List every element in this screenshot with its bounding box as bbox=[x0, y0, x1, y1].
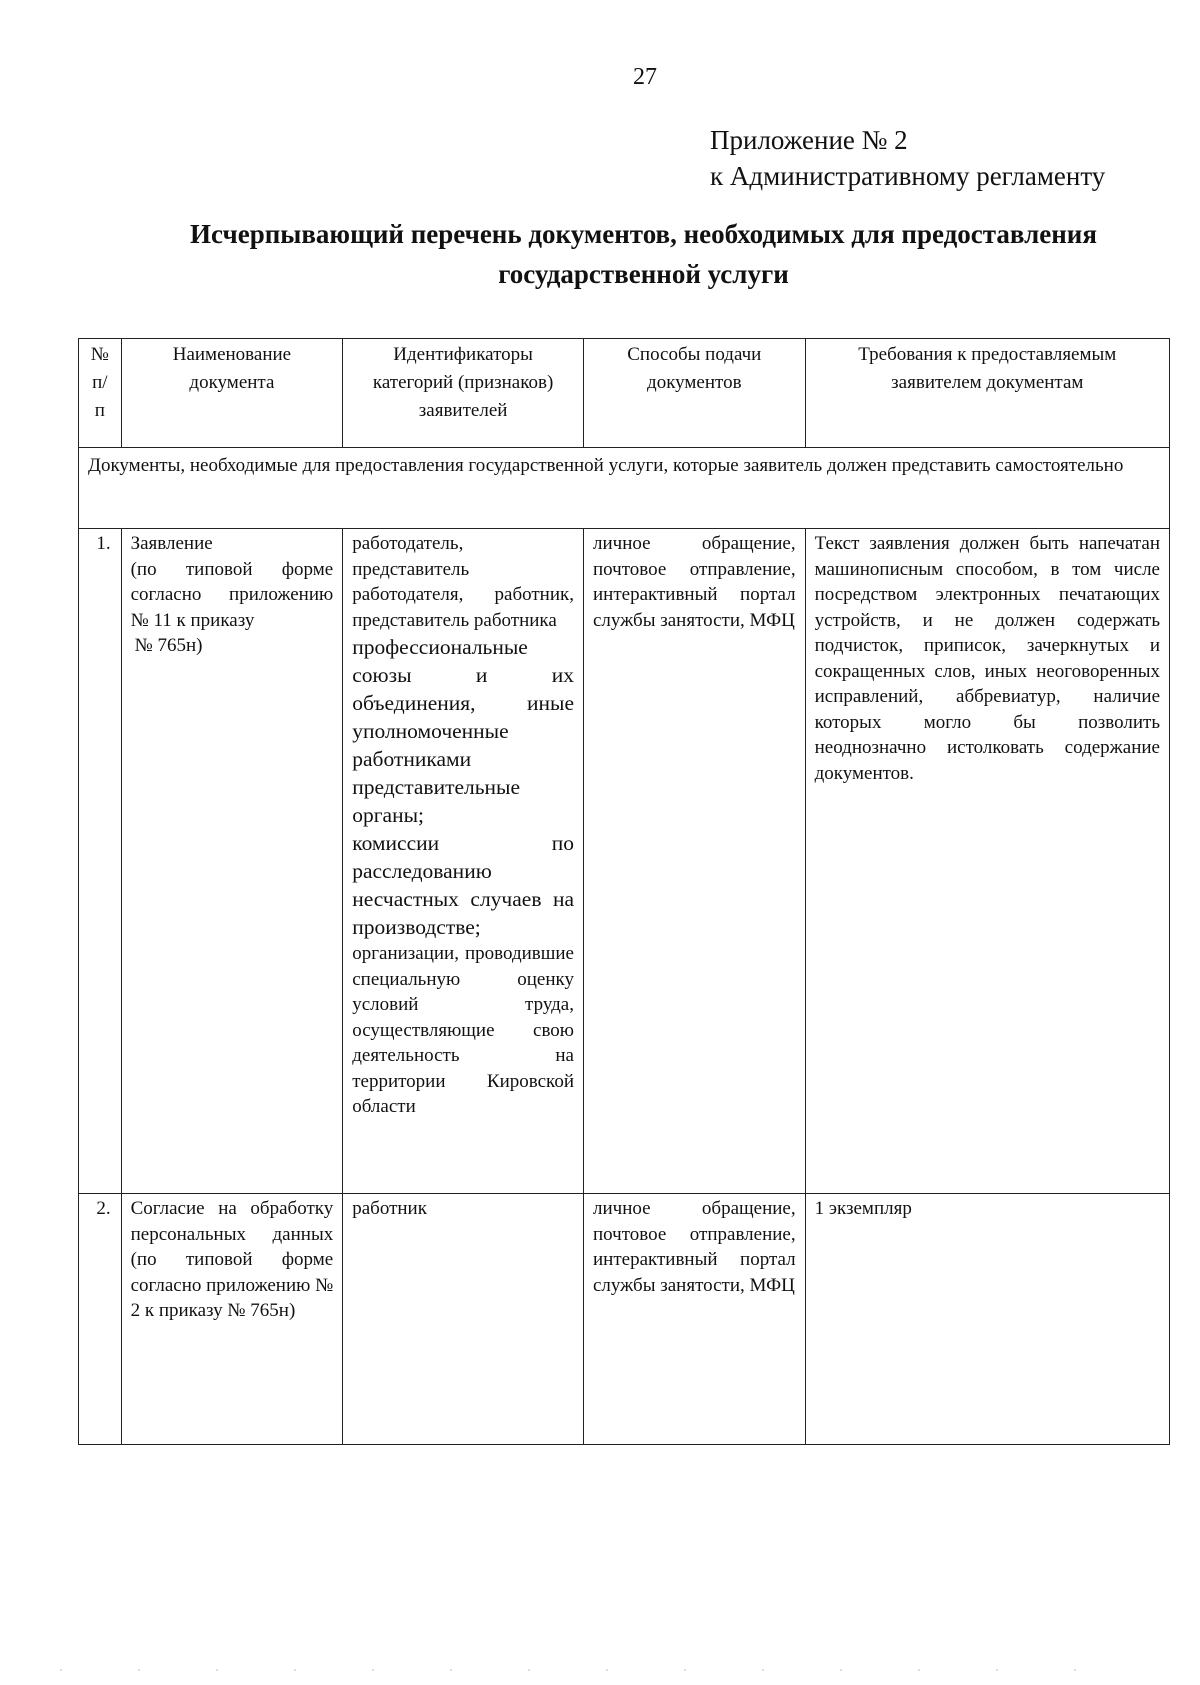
header-submission-line-2: документов bbox=[647, 372, 742, 393]
requirements-cell: Текст заявления должен быть напечатан машинописным способом, в том числе посредством электронных печатающих устройств, и не должен содержать подчисток, приписок, зачеркнутых и сокращенных слов, иных неоговоренных исправлений, аббревиатур, наличие которых могло бы позволить неоднозначно истолковать содержание документов. bbox=[805, 529, 1169, 1194]
header-num-line-2: п/п bbox=[92, 372, 108, 421]
submission-methods-cell: личное обращение, почтовое отправление, интерактивный портал службы занятости, МФЦ bbox=[584, 1194, 806, 1445]
document-title bbox=[80, 214, 1200, 294]
categories-text: работодатель, представитель работодателя, работник, представитель работника bbox=[352, 533, 574, 631]
header-categories-line-3: заявителей bbox=[418, 400, 508, 421]
document-name-cell bbox=[121, 529, 343, 1194]
applicant-categories-cell bbox=[343, 529, 584, 1194]
table-section-row bbox=[79, 448, 1170, 529]
title-line-2: государственной услуги bbox=[498, 259, 789, 289]
table-header-row bbox=[79, 339, 1170, 448]
document-name-line: (по типовой форме согласно приложению bbox=[130, 558, 334, 605]
document-name-line: № 765н) bbox=[134, 635, 203, 656]
document-name-cell: Согласие на обработку персональных данных (по типовой форме согласно приложению № 2 к приказу № 765н) bbox=[121, 1194, 343, 1445]
appendix-line-2: к Административному регламенту bbox=[710, 161, 1106, 191]
header-name-line-1: Наименование bbox=[172, 344, 292, 365]
appendix-caption bbox=[710, 122, 1105, 194]
header-name-line-2: документа bbox=[189, 372, 275, 393]
scan-artifact-divider bbox=[60, 1669, 1140, 1671]
header-submission-line-1: Способы подачи bbox=[627, 344, 762, 365]
submission-methods-cell: личное обращение, почтовое отправление, интерактивный портал службы занятости, МФЦ bbox=[584, 529, 806, 1194]
header-requirements-line-2: заявителем документам bbox=[891, 372, 1084, 393]
documents-table bbox=[78, 338, 1170, 1445]
document-name-line: № 11 к приказу bbox=[130, 609, 255, 631]
row-number: 1. bbox=[79, 529, 122, 1194]
applicant-categories-cell: работник bbox=[343, 1194, 584, 1445]
categories-text: профессиональные союзы и их объединения, иные уполномоченные работниками представительные органы; bbox=[352, 635, 574, 827]
header-name bbox=[121, 339, 343, 448]
section-caption: Документы, необходимые для предоставления государственной услуги, которые заявитель должен представить самостоятельно bbox=[79, 448, 1170, 529]
header-requirements bbox=[805, 339, 1169, 448]
page-number: 27 bbox=[633, 64, 657, 90]
header-categories bbox=[343, 339, 584, 448]
header-categories-line-1: Идентификаторы bbox=[393, 344, 533, 365]
header-submission bbox=[584, 339, 806, 448]
document-name-line: Заявление bbox=[130, 533, 213, 554]
categories-text: организации, проводившие специальную оценку условий труда, осуществляющие свою деятельность на территории Кировской области bbox=[352, 943, 574, 1117]
categories-text: комиссии по расследованию несчастных случаев на производстве; bbox=[352, 831, 574, 939]
requirements-cell: 1 экземпляр bbox=[805, 1194, 1169, 1445]
row-number: 2. bbox=[79, 1194, 122, 1445]
header-requirements-line-1: Требования к предоставляемым bbox=[858, 344, 1117, 365]
table-row bbox=[79, 1194, 1170, 1445]
header-num-line-1: № bbox=[90, 344, 109, 365]
title-line-1: Исчерпывающий перечень документов, необходимых для предоставления bbox=[190, 219, 1097, 249]
appendix-line-1: Приложение № 2 bbox=[710, 125, 908, 155]
table-row bbox=[79, 529, 1170, 1194]
header-num bbox=[79, 339, 122, 448]
header-categories-line-2: категорий (признаков) bbox=[372, 372, 554, 393]
